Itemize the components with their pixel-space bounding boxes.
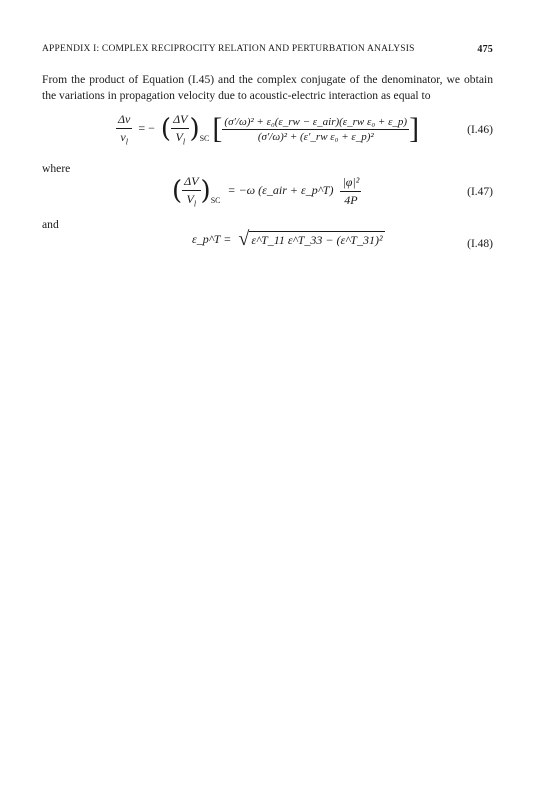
equation-i46-body: $\frac{\Delta v}{v_l}$ = − ( $\frac{\Delta V}{V_l}$ )$_{SC}$ [ $\frac{\text{(σ′/ω)² + ε₀(ε\_rw − ε\_air)(ε\_rw ε₀ + ε\_p)}}{\text{(σ′/ω)² + (ε′\_rw ε₀ + ε\_p)²}}$ ] xyxy=(118,112,420,147)
equation-number: (I.46) xyxy=(467,124,493,136)
bracket-denominator: (σ′/ω)² + (ε′_rw ε₀ + ε_p)² xyxy=(257,130,374,143)
connector-and: and xyxy=(42,218,59,231)
equation-i47-body: ( $\frac{\Delta V}{V_l}$ )$_{SC} = -\omega$ (ε_air + ε_p^T) $\frac{\text{|φ|²}}{4P}$ xyxy=(172,174,360,209)
equation-i48-body xyxy=(192,228,385,251)
square-root: √ ε^T_11 ε^T_33 − (ε^T_31)² xyxy=(238,228,383,250)
lhs-numerator: Δv xyxy=(116,112,132,129)
rhs-numerator: |φ|² xyxy=(340,175,361,192)
lhs-denominator: $v_l$ xyxy=(120,130,128,147)
lhs-fraction xyxy=(116,112,132,146)
rhs-expression: = −ω (ε_air + ε_p^T) xyxy=(227,182,334,197)
bracket-numerator: (σ′/ω)² + ε₀(ε_rw − ε_air)(ε_rw ε₀ + ε_p) xyxy=(224,115,408,128)
equation-i48 xyxy=(42,228,493,268)
lhs-symbol: ε_p^T = xyxy=(192,232,232,246)
equation-i47 xyxy=(42,174,493,214)
rhs-fraction xyxy=(340,175,361,208)
paren-numerator: ΔV xyxy=(171,112,189,129)
equation-number: (I.48) xyxy=(467,238,493,250)
paren-fraction xyxy=(171,112,189,146)
page-number: 475 xyxy=(477,44,493,55)
paren-subscript: SC xyxy=(210,196,221,206)
equation-i46 xyxy=(42,112,493,152)
header-title: APPENDIX I: COMPLEX RECIPROCITY RELATION AND PERTURBATION ANALYSIS xyxy=(42,44,415,54)
connector-where: where xyxy=(42,162,71,175)
intro-paragraph: From the product of Equation (I.45) and the complex conjugate of the denominator, we obtain the variations in propagation velocity due to acoustic-electric interaction as equal to xyxy=(42,73,493,102)
rhs-denominator: 4P xyxy=(344,192,358,207)
paren-subscript: SC xyxy=(199,134,210,144)
equation-number: (I.47) xyxy=(467,186,493,198)
paren-denominator: $V_l$ xyxy=(186,192,197,209)
radicand: ε^T_11 ε^T_33 − (ε^T_31)² xyxy=(251,233,383,247)
paren-numerator: ΔV xyxy=(182,174,200,191)
paren-denominator: $V_l$ xyxy=(175,130,186,147)
running-header xyxy=(42,44,493,58)
bracket-fraction xyxy=(222,116,409,143)
paren-fraction xyxy=(182,174,200,208)
equals-minus: = − xyxy=(138,120,155,135)
